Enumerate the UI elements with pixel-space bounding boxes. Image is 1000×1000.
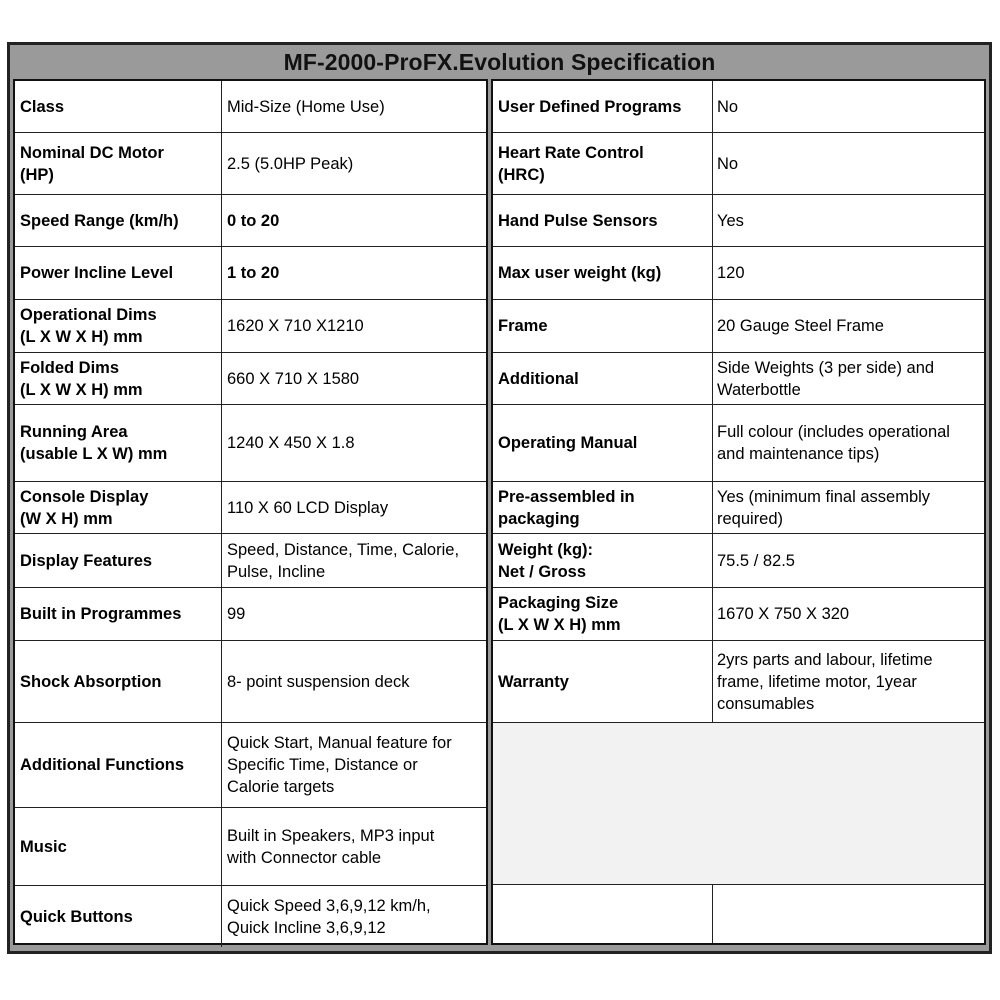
spec-value: Side Weights (3 per side) and Waterbottle xyxy=(717,358,935,399)
left-spec-row xyxy=(15,300,486,353)
spec-label: Class xyxy=(15,81,222,132)
left-spec-row xyxy=(15,482,486,534)
left-spec-row xyxy=(15,195,486,247)
spec-value: Built in Speakers, MP3 input with Connector cable xyxy=(227,826,435,867)
spec-value: 1670 X 750 X 320 xyxy=(717,605,850,623)
spec-value: Mid-Size (Home Use) xyxy=(227,97,385,116)
right-spec-row xyxy=(493,482,984,534)
spec-label: Weight (kg): Net / Gross xyxy=(493,534,713,587)
spec-value: Speed, Distance, Time, Calorie, Pulse, Incline xyxy=(227,540,460,581)
spec-label: Additional Functions xyxy=(15,723,222,807)
spec-value: 20 Gauge Steel Frame xyxy=(717,317,884,335)
spec-label: Pre-assembled in packaging xyxy=(493,482,713,533)
spec-value: Full colour (includes operational and maintenance tips) xyxy=(717,423,950,463)
spec-value: Yes (minimum final assembly required) xyxy=(717,487,931,528)
spec-label: Operating Manual xyxy=(493,405,713,481)
left-spec-row xyxy=(15,886,486,947)
spec-label: Max user weight (kg) xyxy=(493,247,713,299)
right-spec-row xyxy=(493,588,984,641)
spec-label: Power Incline Level xyxy=(15,247,222,299)
spec-label: Shock Absorption xyxy=(15,641,222,722)
spec-label: Built in Programmes xyxy=(15,588,222,640)
spec-value: 0 to 20 xyxy=(227,211,280,230)
spec-value: Yes xyxy=(717,211,744,230)
right-spec-table xyxy=(491,79,986,945)
left-spec-row xyxy=(15,81,486,133)
left-spec-row xyxy=(15,353,486,405)
spec-value: No xyxy=(717,97,739,116)
right-spec-row xyxy=(493,247,984,300)
right-spec-row xyxy=(493,534,984,588)
right-spec-row xyxy=(493,353,984,405)
left-spec-table xyxy=(13,79,488,945)
right-spec-row xyxy=(493,641,984,723)
right-spec-row xyxy=(493,81,984,133)
left-spec-row xyxy=(15,808,486,886)
spec-sheet xyxy=(7,42,992,954)
sheet-title: MF-2000-ProFX.Evolution Specification xyxy=(283,48,716,75)
spec-value: Quick Speed 3,6,9,12 km/h, Quick Incline 3,6,9,12 xyxy=(227,896,431,937)
empty-row xyxy=(493,884,984,943)
spec-value: 660 X 710 X 1580 xyxy=(227,369,360,388)
spec-label: Operational Dims (L X W X H) mm xyxy=(15,300,222,352)
spec-value: 99 xyxy=(227,605,246,623)
spec-value: 1 to 20 xyxy=(227,264,280,282)
spec-label: Warranty xyxy=(493,641,713,722)
right-spec-row xyxy=(493,195,984,247)
spec-label: Quick Buttons xyxy=(15,886,222,947)
spec-label: Console Display (W X H) mm xyxy=(15,482,222,533)
spec-label: Music xyxy=(15,808,222,885)
spec-label: Running Area (usable L X W) mm xyxy=(15,405,222,481)
spec-value: 2yrs parts and labour, lifetime frame, lifetime motor, 1year consumables xyxy=(717,650,933,713)
spec-label: User Defined Programs xyxy=(493,81,713,132)
spec-value: 120 xyxy=(717,264,745,282)
empty-cell xyxy=(493,885,713,943)
spec-value: No xyxy=(717,154,739,173)
spec-label: Hand Pulse Sensors xyxy=(493,195,713,246)
spec-value: 2.5 (5.0HP Peak) xyxy=(227,154,354,173)
spec-value: 8- point suspension deck xyxy=(227,672,410,691)
left-spec-row xyxy=(15,405,486,482)
spec-label: Speed Range (km/h) xyxy=(15,195,222,246)
left-spec-row xyxy=(15,247,486,300)
right-spec-row xyxy=(493,133,984,195)
right-spec-row xyxy=(493,405,984,482)
spec-label: Heart Rate Control (HRC) xyxy=(493,133,713,194)
empty-cell xyxy=(713,885,984,943)
left-spec-row xyxy=(15,588,486,641)
spec-value: 1620 X 710 X1210 xyxy=(227,317,364,335)
spec-value: 75.5 / 82.5 xyxy=(717,551,795,570)
spec-label: Nominal DC Motor (HP) xyxy=(15,133,222,194)
left-spec-row xyxy=(15,723,486,808)
left-spec-row xyxy=(15,641,486,723)
right-spec-row xyxy=(493,300,984,353)
spec-label: Additional xyxy=(493,353,713,404)
spec-label: Packaging Size (L X W X H) mm xyxy=(493,588,713,640)
spec-value: 110 X 60 LCD Display xyxy=(227,498,389,517)
left-spec-row xyxy=(15,133,486,195)
spec-value: 1240 X 450 X 1.8 xyxy=(227,434,355,452)
left-spec-row xyxy=(15,534,486,588)
spec-label: Display Features xyxy=(15,534,222,587)
empty-area xyxy=(493,723,984,884)
spec-label: Frame xyxy=(493,300,713,352)
spec-label: Folded Dims (L X W X H) mm xyxy=(15,353,222,404)
spec-value: Quick Start, Manual feature for Specific Time, Distance or Calorie targets xyxy=(227,734,452,796)
